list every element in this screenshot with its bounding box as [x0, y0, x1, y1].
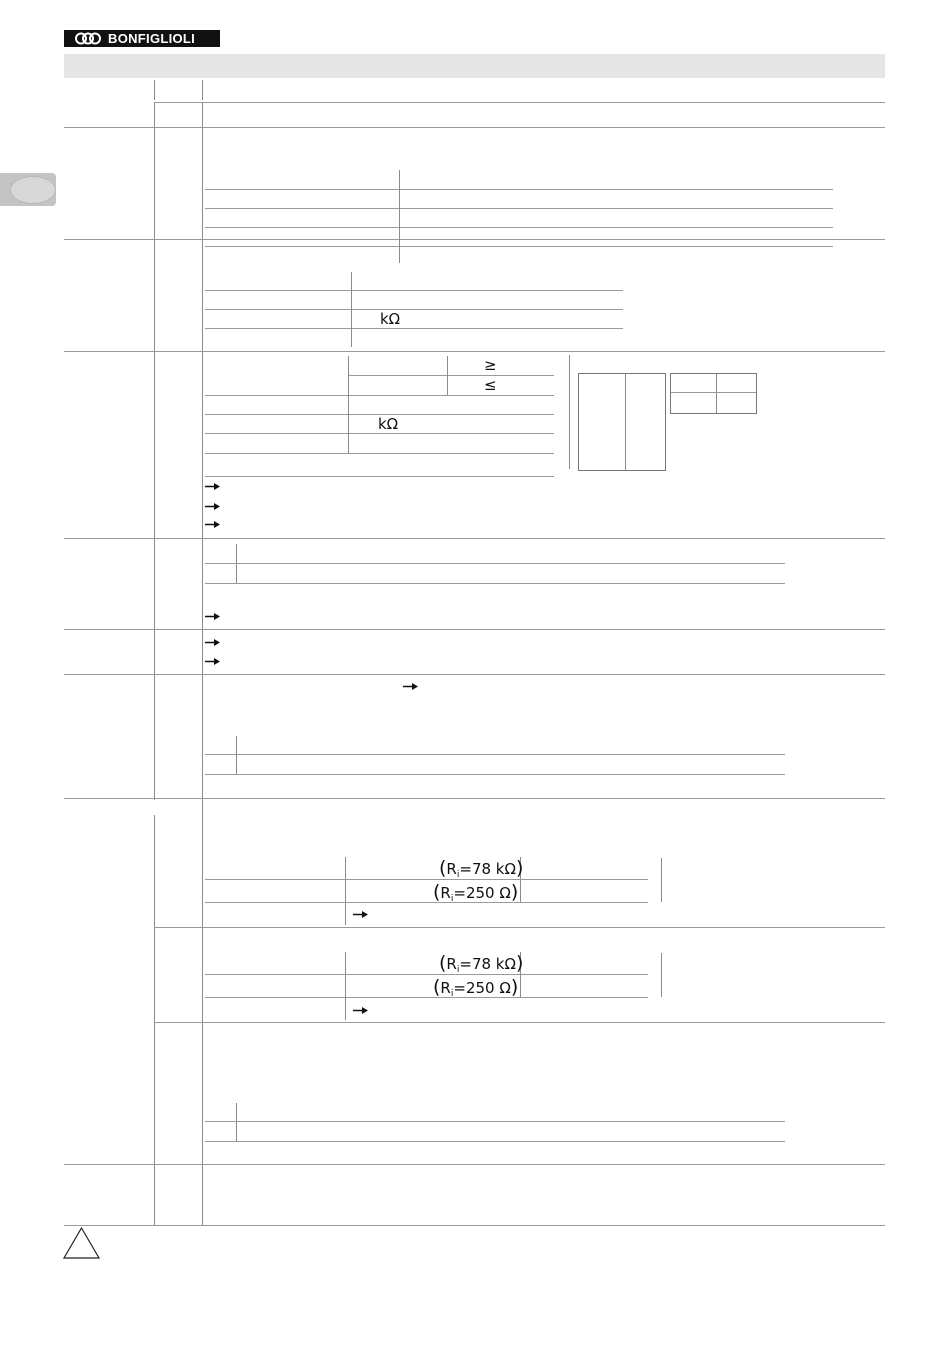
- inner-table-rule: [205, 774, 785, 775]
- column-divider-2: [202, 80, 203, 100]
- mini-table: [670, 373, 757, 414]
- inner-table-rule: [205, 227, 833, 228]
- inner-table-rule: [205, 997, 648, 998]
- inner-table-rule: [205, 902, 648, 903]
- row-rule: [64, 239, 885, 240]
- inner-table-rule: [205, 328, 623, 329]
- symbol-ge: ≥: [484, 356, 497, 374]
- arrow-right-icon: [353, 1006, 368, 1015]
- inner-table-rule: [348, 375, 554, 376]
- bracket-divider: [661, 858, 662, 902]
- row-rule: [64, 538, 885, 539]
- row-rule: [64, 629, 885, 630]
- inner-table-rule: [205, 879, 648, 880]
- arrow-right-icon: [205, 482, 220, 491]
- arrow-right-icon: [205, 638, 220, 647]
- inner-table-rule: [205, 1121, 785, 1122]
- unit-kohm: kΩ: [380, 310, 401, 328]
- row-rule: [64, 798, 885, 799]
- mini-table-divider: [716, 374, 717, 413]
- brand-name: BONFIGLIOLI: [108, 31, 196, 46]
- column-divider-2b: [202, 103, 203, 1225]
- warning-triangle-icon: [63, 1227, 100, 1259]
- language-tab[interactable]: [0, 173, 56, 206]
- arrow-right-icon: [403, 682, 418, 691]
- arrow-right-icon: [205, 520, 220, 529]
- row-rule: [154, 1022, 885, 1023]
- inner-table-rule: [205, 395, 554, 396]
- inner-table-rule: [205, 246, 833, 247]
- inner-table-rule: [205, 563, 785, 564]
- inner-table-rule: [205, 189, 833, 190]
- symbol-le: ≤: [484, 376, 497, 394]
- arrow-right-icon: [205, 502, 220, 511]
- inner-table-rule: [205, 1141, 785, 1142]
- inner-table-divider: [345, 952, 346, 1020]
- row-rule: [64, 1225, 885, 1226]
- inner-table-rule: [205, 453, 554, 454]
- inner-table-divider: [345, 857, 346, 925]
- unit-kohm: kΩ: [378, 415, 399, 433]
- arrow-right-icon: [205, 657, 220, 666]
- inner-table-rule: [205, 974, 648, 975]
- input-resistance-250: ($R_i=250$ Ω): [433, 881, 519, 904]
- inner-table-divider: [351, 272, 352, 347]
- row-rule: [64, 127, 885, 128]
- inner-table-rule: [205, 208, 833, 209]
- row-rule: [154, 927, 885, 928]
- input-resistance-78k: ($R_i=78$ kΩ): [439, 952, 524, 975]
- inner-table-rule: [205, 754, 785, 755]
- inner-table-divider: [236, 1103, 237, 1141]
- input-resistance-78k: ($R_i=78$ kΩ): [439, 857, 524, 880]
- inner-table-divider: [399, 170, 400, 263]
- inner-table-divider: [348, 356, 349, 453]
- inner-table-rule: [205, 476, 554, 477]
- inner-table-rule: [205, 290, 623, 291]
- row-rule: [154, 102, 885, 103]
- column-divider-1: [154, 80, 155, 100]
- mini-table-rule: [671, 392, 756, 393]
- terminal-diagram: [578, 373, 666, 471]
- arrow-right-icon: [353, 910, 368, 919]
- inner-table-rule: [205, 309, 623, 310]
- arrow-right-icon: [205, 612, 220, 621]
- row-rule: [64, 1164, 885, 1165]
- terminal-diagram-divider: [625, 374, 626, 470]
- inner-table-divider: [236, 736, 237, 774]
- inner-table-divider: [447, 356, 448, 395]
- inner-table-rule: [205, 583, 785, 584]
- column-divider-1b: [154, 103, 155, 800]
- bonfiglioli-logo-icon: [74, 32, 102, 45]
- brand-logo: [64, 30, 220, 47]
- row-rule: [64, 351, 885, 352]
- input-resistance-250: ($R_i=250$ Ω): [433, 976, 519, 999]
- bracket-divider: [661, 953, 662, 997]
- inner-table-rule: [205, 433, 554, 434]
- figure-divider: [569, 355, 570, 469]
- language-tab-marker: [10, 176, 56, 204]
- row-rule: [64, 674, 885, 675]
- table-header-bar: [64, 54, 885, 78]
